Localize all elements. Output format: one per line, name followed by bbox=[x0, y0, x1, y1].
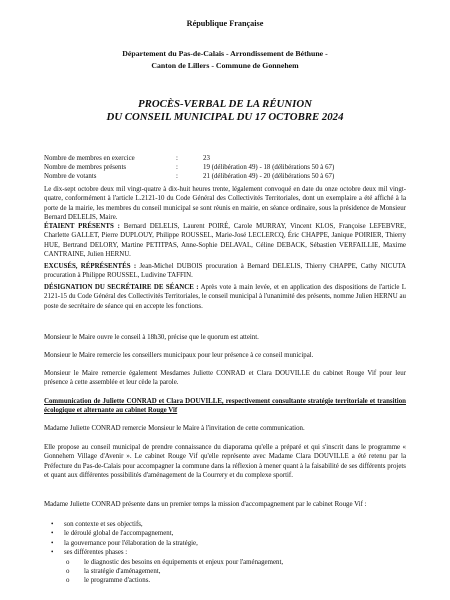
count-value: 19 (délibération 49) - 18 (délibérations 50 à 67) bbox=[203, 164, 335, 172]
sub-list-item: o le programme d'actions. bbox=[66, 577, 151, 585]
bullet-icon: • bbox=[51, 530, 54, 538]
title-line-1: PROCÈS-VERBAL DE LA RÉUNION bbox=[138, 98, 312, 110]
section-heading bbox=[44, 397, 406, 416]
secretary-label: DÉSIGNATION DU SECRÉTAIRE DE SÉANCE : bbox=[44, 284, 199, 291]
count-row bbox=[44, 154, 334, 163]
sub-list-item: o la stratégie d'aménagement, bbox=[66, 568, 161, 576]
sub-list-item: o le diagnostic des besoins en équipements et enjeux pour l'aménagement, bbox=[66, 558, 284, 566]
section-heading-text: Communication de Juliette CONRAD et Clara DOUVILLE, respectivement consultante stratégie territoriale et transition écologique et alternante au cabinet Rouge Vif bbox=[44, 398, 406, 415]
secretary-paragraph bbox=[44, 283, 406, 311]
section-text: Madame Juliette CONRAD présente dans un premier temps la mission d'accompagnement par le cabinet Rouge Vif : bbox=[44, 501, 367, 508]
member-counts bbox=[44, 154, 334, 182]
list-item: • ses différentes phases : bbox=[51, 549, 128, 557]
count-colon: : bbox=[176, 155, 178, 162]
republic-heading: République Française bbox=[186, 19, 264, 28]
opening-paragraph-1 bbox=[44, 333, 406, 342]
secretary-text: Après vote à main levée, et en application des dispositions de l'article L 2121-15 du Code Général des Collectivités Territoriales, le conseil municipal à l'unanimité des présents, nomme Julien HERNU au poste de secrétaire de séance qui en accepte les fonctions. bbox=[44, 284, 406, 310]
opening-text: Monsieur le Maire remercie les conseillers municipaux pour leur présence à ce conseil municipal. bbox=[44, 352, 314, 359]
count-label: Nombre de membres présents bbox=[44, 164, 127, 172]
opening-paragraph-2 bbox=[44, 351, 406, 360]
department-line: Département du Pas-de-Calais - Arrondissement de Béthune - bbox=[122, 49, 328, 58]
list-item: • la gouvernance pour l'élaboration de la stratégie, bbox=[51, 539, 198, 547]
count-row bbox=[44, 163, 334, 172]
opening-text: Monsieur le Maire ouvre le conseil à 18h30, précise que le quorum est atteint. bbox=[44, 334, 259, 341]
bullet-icon: • bbox=[51, 549, 54, 557]
bullet-icon: • bbox=[51, 539, 54, 547]
section-text: Elle propose au conseil municipal de prendre connaissance du diaporama qu'elle a préparé et qui s'inscrit dans le programme « Gonnehem Village d'Avenir ». Le cabinet Rouge Vif qu'elle représente avec Madame Clara DOUVILLE a été retenu par la Préfecture du Pas-de-Calais pour accompagner la commune dans la réflexion à mener quant à la faisabilité de ses différents projets et quant aux différentes possibilités d'aménagement de la Courrery et du complexe sportif. bbox=[44, 444, 406, 480]
document-title bbox=[40, 98, 410, 124]
opening-paragraph-3 bbox=[44, 369, 406, 388]
title-line-2: DU CONSEIL MUNICIPAL DU 17 OCTOBRE 2024 bbox=[106, 111, 344, 123]
count-colon: : bbox=[176, 164, 178, 172]
excused-paragraph bbox=[44, 262, 406, 281]
circle-bullet-icon: o bbox=[66, 568, 70, 576]
present-paragraph bbox=[44, 222, 406, 260]
present-label: ÉTAIENT PRÉSENTS : bbox=[44, 223, 120, 230]
intro-paragraph bbox=[44, 185, 406, 223]
phases-list bbox=[44, 520, 406, 586]
section-paragraph-2 bbox=[44, 443, 406, 481]
count-colon: : bbox=[176, 173, 178, 181]
excused-list: Jean-Michel DUBOIS procuration à Bernard DELELIS, Thierry CHAPPE, Cathy NICUTA procuration à Philippe ROUSSEL, Ludivine TAFFIN. bbox=[44, 263, 406, 280]
excused-label: EXCUSÉS, RÉPRÉSENTÉS : bbox=[44, 263, 137, 270]
canton-line: Canton de Lillers - Commune de Gonnehem bbox=[151, 61, 299, 70]
count-value: 21 (délibération 49) - 20 (délibérations 50 à 67) bbox=[203, 173, 335, 181]
circle-bullet-icon: o bbox=[66, 577, 70, 585]
count-label: Nombre de membres en exercice bbox=[44, 155, 135, 162]
bullet-icon: • bbox=[51, 521, 54, 528]
circle-bullet-icon: o bbox=[66, 558, 70, 566]
present-list: Bernard DELELIS, Laurent POIRÉ, Carole MURRAY, Vincent KLOS, Françoise LEFEBVRE, Charlette GALLET, Pierre DUPLOUY, Philippe ROUSSEL, Marie-José LECLERCQ, Éric CHAPPE, Janique POIRIER, Thierry HUE, Bertrand DELORY, Martine PETITPAS, Anne-Sophie DELAVAL, Céline DEBACK, Sébastien VERFAILLIE, Maxime CANTRAINE, Julien HERNU. bbox=[44, 223, 406, 259]
count-label: Nombre de votants bbox=[44, 173, 97, 181]
section-paragraph-1 bbox=[44, 424, 406, 433]
section-text: Madame Juliette CONRAD remercie Monsieur le Maire à l'invitation de cette communication. bbox=[44, 425, 305, 432]
count-value: 23 bbox=[203, 155, 210, 162]
section-paragraph-3 bbox=[44, 500, 406, 509]
opening-text: Monsieur le Maire remercie également Mesdames Juliette CONRAD et Clara DOUVILLE du cabinet Rouge Vif pour leur présence à cette assemblée et leur cède la parole. bbox=[44, 370, 406, 387]
intro-text: Le dix-sept octobre deux mil vingt-quatre à dix-huit heures trente, légalement convoqué en date du onze octobre deux mil vingt-quatre, conformément à l'article L.2121-10 du Code Général des Collectivités Territoriales, dont un exemplaire a été affiché à la porte de la mairie, les membres du conseil municipal se sont réunis en mairie, en séance ordinaire, sous la présidence de Monsieur Bernard DELELIS, Maire. bbox=[44, 186, 406, 222]
count-row bbox=[44, 172, 334, 181]
list-item: • le déroulé global de l'accompagnement, bbox=[51, 530, 174, 538]
department-heading bbox=[60, 48, 390, 72]
list-item: • son contexte et ses objectifs, bbox=[51, 521, 143, 528]
